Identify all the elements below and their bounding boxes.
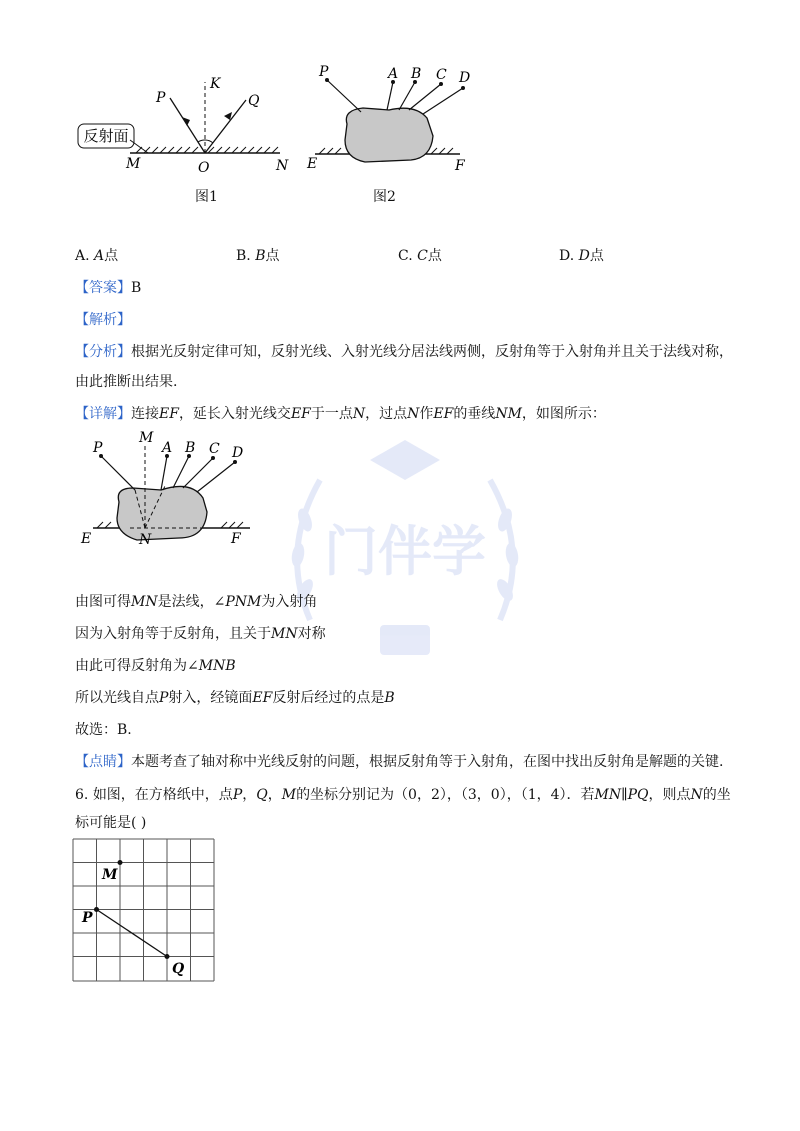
fig4-point-p: P bbox=[82, 910, 93, 926]
fig3-point-d: D bbox=[232, 445, 244, 461]
analysis-tag: 【解析】 bbox=[75, 312, 131, 328]
fig3-point-p: P bbox=[93, 440, 103, 456]
fig2-point-p: P bbox=[319, 64, 329, 80]
fig3-point-e: E bbox=[81, 531, 92, 547]
fig2-point-f: F bbox=[455, 158, 465, 174]
fig1-point-o: O bbox=[198, 160, 210, 176]
fig2-point-e: E bbox=[307, 156, 318, 172]
figure-3 bbox=[75, 428, 275, 553]
step-2: 因为入射角等于反射角，且关于MN对称 bbox=[75, 626, 326, 642]
fig2-point-a: A bbox=[388, 66, 399, 82]
fig1-point-n: N bbox=[276, 158, 289, 174]
fig4-point-q: Q bbox=[172, 961, 185, 977]
step-1: 由图可得MN是法线，∠PNM为入射角 bbox=[75, 594, 318, 610]
fig3-point-a: A bbox=[162, 440, 173, 456]
figure-1 bbox=[70, 60, 310, 210]
reflect-surface-label: 反射面 bbox=[83, 127, 129, 145]
answer-line: 【答案】B bbox=[75, 280, 142, 296]
fig1-caption: 图1 bbox=[195, 189, 218, 205]
dianjing-line: 【点睛】本题考查了轴对称中光线反射的问题，根据反射角等于入射角，在图中找出反射角是解题的关键. bbox=[75, 754, 724, 770]
fig3-point-n: N bbox=[139, 532, 152, 548]
fenxi-line-1: 【分析】根据光反射定律可知，反射光线、入射光线分居法线两侧，反射角等于入射角并且关于法线对称， bbox=[75, 344, 733, 360]
fig2-caption: 图2 bbox=[373, 189, 396, 205]
fig1-point-m: M bbox=[126, 156, 141, 172]
fig3-point-f: F bbox=[231, 531, 241, 547]
option-c: C. C点 bbox=[398, 248, 442, 264]
fig2-point-c: C bbox=[436, 67, 447, 83]
fig2-point-d: D bbox=[459, 70, 471, 86]
figure-2 bbox=[305, 62, 485, 192]
fig1-point-q: Q bbox=[248, 93, 260, 109]
q6-line-2: 标可能是( ) bbox=[75, 815, 147, 831]
option-a: A. A点 bbox=[75, 248, 119, 264]
fig2-point-b: B bbox=[411, 66, 422, 82]
option-d: D. D点 bbox=[559, 248, 604, 264]
fig3-point-b: B bbox=[185, 440, 196, 456]
step-4: 所以光线自点P射入，经镜面EF反射后经过的点是B bbox=[75, 690, 395, 706]
fenxi-line-2: 由此推断出结果. bbox=[75, 374, 178, 390]
fig3-point-c: C bbox=[209, 441, 220, 457]
fig1-point-k: K bbox=[210, 76, 221, 92]
figure-4-grid bbox=[72, 838, 222, 988]
step-5: 故选：B. bbox=[75, 722, 132, 738]
fig1-point-p: P bbox=[156, 90, 166, 106]
q6-line-1: 6. 如图，在方格纸中，点P，Q，M的坐标分别记为（0，2），（3，0），（1，4）．若MN∥PQ，则点N的坐 bbox=[75, 787, 731, 803]
xiangjie-line: 【详解】连接EF，延长入射光线交EF于一点N，过点N作EF的垂线NM，如图所示： bbox=[75, 406, 606, 422]
watermark-text: 门伴学 bbox=[324, 519, 486, 583]
option-b: B. B点 bbox=[236, 248, 280, 264]
step-3: 由此可得反射角为∠MNB bbox=[75, 658, 236, 674]
fig3-point-m: M bbox=[139, 430, 154, 446]
fig4-point-m: M bbox=[102, 867, 118, 883]
